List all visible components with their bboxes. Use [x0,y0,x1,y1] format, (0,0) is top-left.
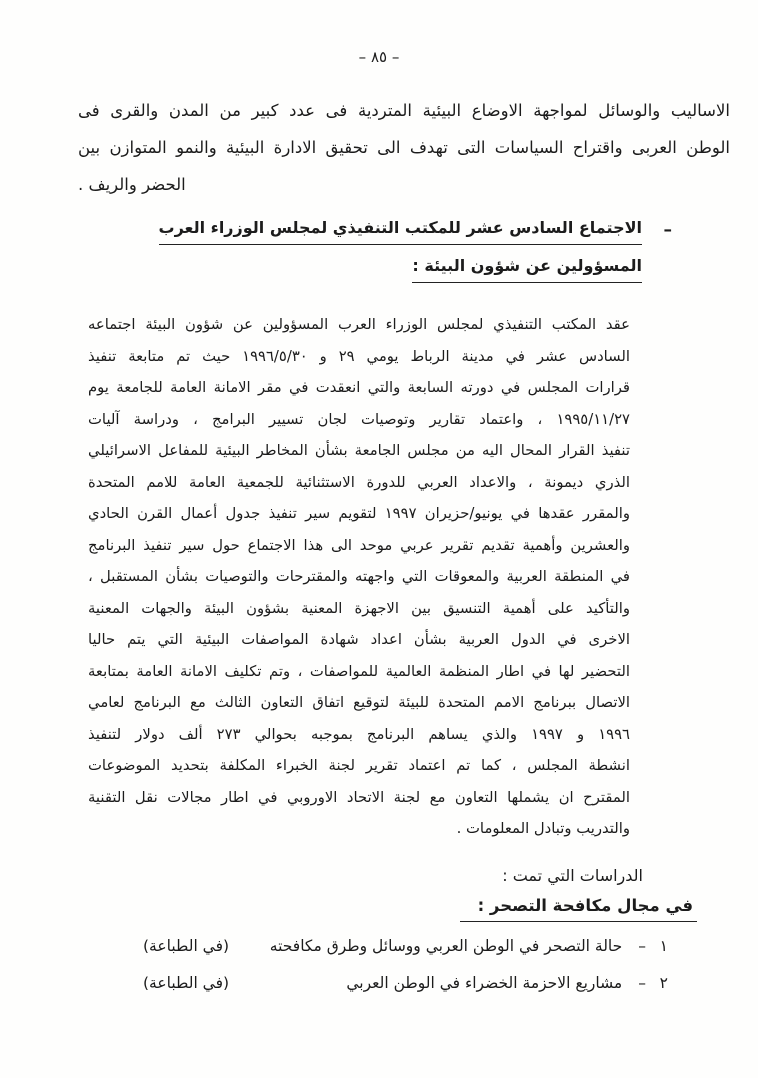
study-item-title: مشاريع الاحزمة الخضراء في الوطن العربي [346,974,623,992]
meeting-heading-line [202,254,642,292]
text-line: الذري ديمونة ، والاعداد العربي للدورة الاستثنائية للجمعية العامة للامم المتحدة [88,473,630,491]
study-item-title: حالة التصحر في الوطن العربي ووسائل وطرق مكافحته [269,937,623,955]
dash-bullet: – [663,220,672,240]
meeting-body-paragraph [88,309,630,845]
studies-intro-label: الدراسات التي تمت : [502,866,643,885]
text-line: الاخرى في الدول العربية بشأن اعداد شهادة المواصفات البيئية التي يتم حاليا [88,631,630,648]
text-line: الوطن العربى واقتراح السياسات التى تهدف الى تحقيق الادارة البيئية والنمو المتوازن بين [78,138,730,157]
study-item-2 [143,971,668,995]
text-line: والتأكيد على أهمية التنسيق بين الاجهزة المعنية بشؤون البيئة والجهات المعنية [88,599,630,617]
text-line: في المنطقة العربية والمعوقات التي واجهته والمقترحات والتوصيات بشأن المستقبل ، [88,568,630,585]
study-item-dash: – [638,974,646,992]
text-line: المقترح ان يشملها التعاون مع لجنة الاتحاد الاوروبي في اطار مجالات نقل التقنية [88,788,630,806]
text-line: الحضر والريف . [78,175,186,194]
text-line: قرارات المجلس في دورته السابعة والتي انعقدت في مقر الامانة العامة للجامعة يوم [88,379,630,396]
study-item-1 [143,934,668,958]
text-line: ١٩٩٥/١١/٢٧ ، واعتماد تقارير وتوصيات لجان تسيير البرامج ، ودراسة آليات [88,410,630,428]
text-line: انشطة المجلس ، كما تم اعتماد تقرير لجنة الخبراء المكلفة بتحديد الموضوعات [88,757,630,774]
text-line: والتدريب وتبادل المعلومات . [456,820,630,837]
meeting-heading-text-2: المسؤولين عن شؤون البيئة : [412,254,642,283]
meeting-heading [158,216,642,292]
text-line: التحضير لها في اطار المنظمة العالمية للمواصفات ، وتم تكليف الامانة العامة بمتابعة [88,662,630,680]
study-item-status: (في الطباعة) [143,974,230,992]
study-item-dash: – [638,937,646,955]
desertification-category-heading-text: في مجال مكافحة التصحر : [460,896,697,922]
study-item-number: ٢ [659,974,668,992]
text-line: الاتصال ببرنامج الامم المتحدة للبيئة لتوقيع اتفاق التعاون الثالث مع البرنامج لعامي [88,694,630,711]
study-item-status: (في الطباعة) [143,937,230,955]
text-line: والعشرين وأهمية تقديم تقرير عربي موحد الى هذا الاجتماع حول سير تنفيذ البرنامج [88,536,630,554]
page-number: – ٨٥ – [358,48,400,66]
text-line: والمقرر عقدها في يونيو/حزيران ١٩٩٧ لتقويم سير تنفيذ جدول أعمال القرن الحادي [88,505,630,522]
text-line: السادس عشر في مدينة الرباط يومي ٢٩ و ١٩٩٦/٥/٣٠ حيث تم متابعة تنفيذ [88,347,630,365]
desertification-category-heading [460,896,697,922]
study-item-number: ١ [659,937,668,955]
meeting-heading-text-1: الاجتماع السادس عشر للمكتب التنفيذي لمجلس الوزراء العرب [159,216,642,245]
text-line: ١٩٩٦ و ١٩٩٧ والذي يساهم البرنامج بموجبه بحوالي ٢٧٣ ألف دولار لتنفيذ [88,725,630,743]
text-line: عقد المكتب التنفيذي لمجلس الوزراء العرب المسؤولين عن شؤون البيئة اجتماعه [88,316,630,333]
meeting-heading-line [158,216,642,254]
text-line: الاساليب والوسائل لمواجهة الاوضاع البيئية المتردية فى عدد كبير من المدن والقرى فى [78,101,730,120]
intro-paragraph [78,92,730,203]
text-line: تنفيذ القرار المحال اليه من مجلس الجامعة بشأن المخاطر البيئية للمفاعل الاسرائيلي [88,442,630,459]
